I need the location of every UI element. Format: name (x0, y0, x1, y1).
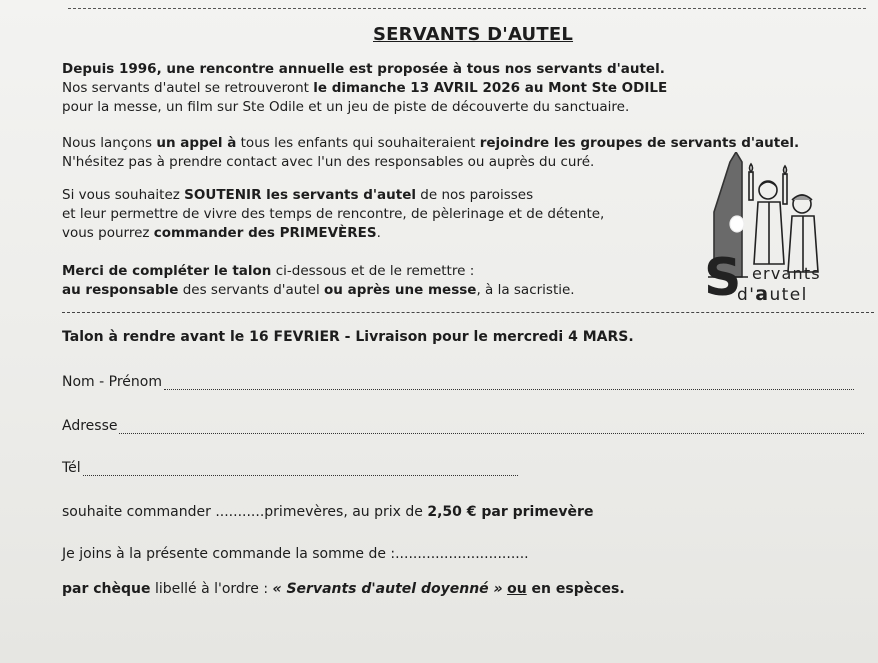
amount-dots[interactable]: .............................. (395, 546, 529, 562)
payee-name: « Servants d'autel doyenné » (272, 581, 503, 597)
address-field[interactable] (62, 418, 864, 434)
logo-letter-s: S (704, 248, 742, 308)
support-line-2: et leur permettre de vivre des temps de rencontre, de pèlerinage et de détente, (62, 206, 605, 222)
intro-paragraph (62, 60, 667, 117)
payment-line: Je joins à la présente commande la somme de :.............................. (62, 546, 529, 562)
thanks-line-1: Merci de compléter le talon ci-dessous et de le remettre : (62, 263, 475, 279)
logo-dautel: d'autel (737, 283, 808, 305)
support-paragraph (62, 186, 604, 243)
name-field[interactable] (62, 374, 854, 390)
thanks-line-2: au responsable des servants d'autel ou après une messe, à la sacristie. (62, 282, 575, 298)
cut-line (62, 312, 874, 313)
thanks-paragraph (62, 262, 575, 300)
appeal-line-2: N'hésitez pas à prendre contact avec l'un des responsables ou auprès du curé. (62, 154, 595, 170)
phone-label: Tél (62, 460, 81, 476)
phone-dotted-line[interactable] (83, 463, 518, 476)
address-label: Adresse (62, 418, 118, 434)
name-dotted-line[interactable] (164, 377, 854, 390)
intro-line-2: Nos servants d'autel se retrouveront le dimanche 13 AVRIL 2026 au Mont Ste ODILE (62, 80, 668, 96)
support-line-3: vous pourrez commander des PRIMEVÈRES. (62, 225, 381, 241)
appeal-paragraph (62, 134, 799, 172)
cheque-line: par chèque libellé à l'ordre : « Servants d'autel doyenné » ou en espèces. (62, 581, 625, 597)
event-date: le dimanche 13 AVRIL 2026 au Mont Ste ODILE (313, 80, 668, 96)
quantity-dots[interactable]: ........... (215, 504, 265, 520)
appeal-line-1: Nous lançons un appel à tous les enfants qui souhaiteraient rejoindre les groupes de servants d'autel. (62, 135, 800, 151)
order-line: souhaite commander ...........primevères, au prix de 2,50 € par primevère (62, 504, 594, 520)
talon-header: Talon à rendre avant le 16 FEVRIER - Livraison pour le mercredi 4 MARS. (62, 329, 634, 345)
top-dashed-line (68, 8, 866, 9)
address-dotted-line[interactable] (119, 421, 864, 434)
name-label: Nom - Prénom (62, 374, 162, 390)
intro-line-1: Depuis 1996, une rencontre annuelle est proposée à tous nos servants d'autel. (62, 61, 665, 77)
intro-line-3: pour la messe, un film sur Ste Odile et un jeu de piste de découverte du sanctuaire. (62, 99, 630, 115)
phone-field[interactable] (62, 460, 518, 476)
page-title: SERVANTS D'AUTEL (373, 24, 574, 45)
price: 2,50 € par primevère (427, 504, 594, 520)
logo-ervants: ervants (752, 264, 821, 283)
support-line-1: Si vous souhaitez SOUTENIR les servants d'autel de nos paroisses (62, 187, 534, 203)
